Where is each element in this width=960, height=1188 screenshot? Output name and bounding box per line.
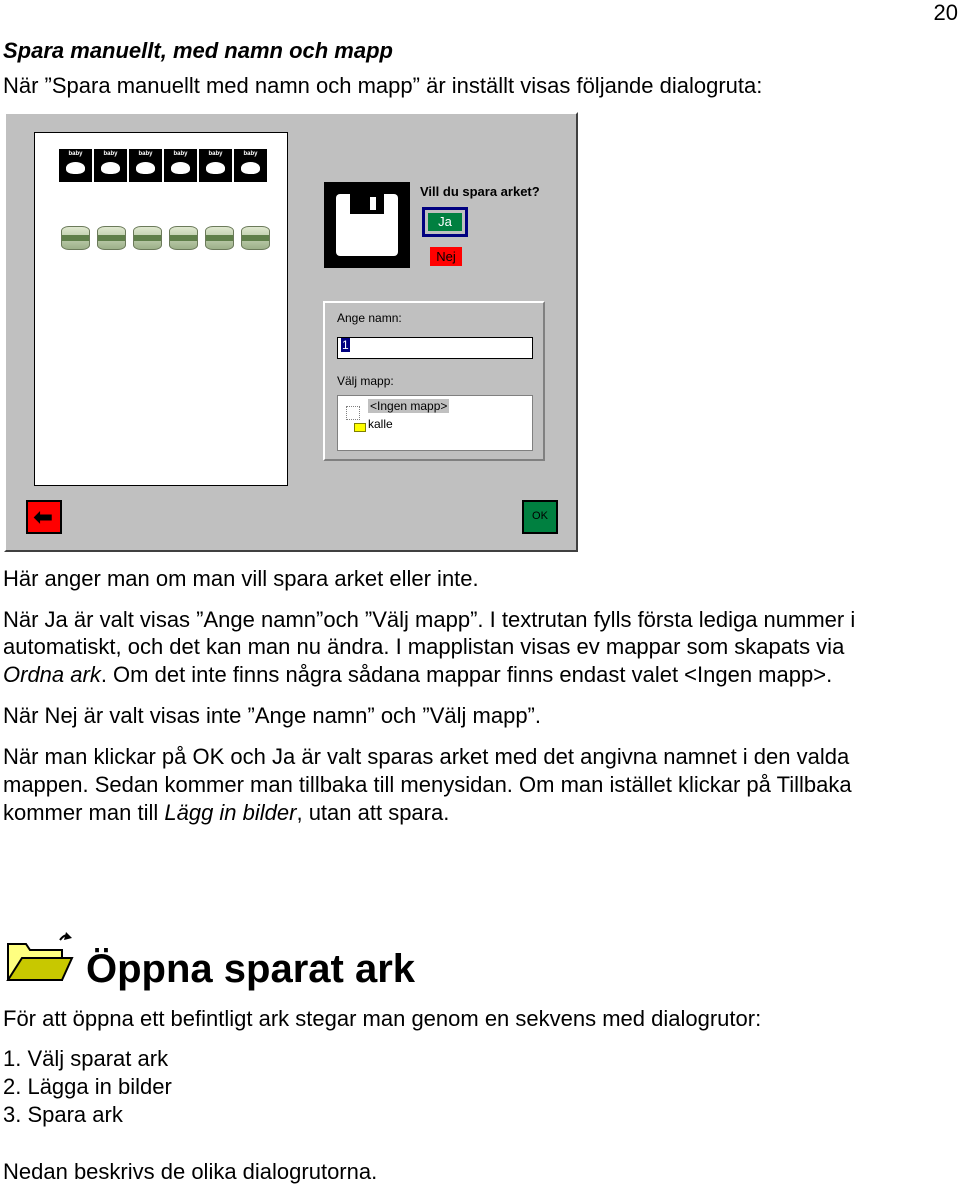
back-button[interactable] bbox=[26, 500, 62, 534]
arrow-left-icon: ⬅ bbox=[33, 504, 54, 531]
folder-item-none[interactable]: <Ingen mapp> bbox=[370, 399, 448, 413]
page-number: 20 bbox=[933, 0, 958, 25]
no-button[interactable]: Nej bbox=[430, 247, 462, 266]
folder-item-kalle[interactable]: kalle bbox=[368, 417, 393, 431]
paragraph: Här anger man om man vill spara arket eller inte. bbox=[3, 566, 479, 591]
can-thumbnail bbox=[95, 217, 128, 253]
section-title: Öppna sparat ark bbox=[86, 947, 416, 991]
tree-connector bbox=[346, 406, 360, 420]
save-dialog-screenshot bbox=[4, 112, 578, 552]
save-question: Vill du spara arket? bbox=[420, 184, 540, 199]
thumbnail: baby bbox=[129, 149, 162, 182]
list-item: 2. Lägga in bilder bbox=[3, 1074, 172, 1099]
intro-text: När ”Spara manuellt med namn och mapp” är inställt visas följande dialogruta: bbox=[3, 73, 763, 98]
can-thumbnail bbox=[239, 217, 272, 253]
paragraph: När Nej är valt visas inte ”Ange namn” och ”Välj mapp”. bbox=[3, 703, 541, 728]
ok-button[interactable]: OK bbox=[522, 500, 558, 534]
floppy-disk-icon bbox=[324, 182, 410, 268]
paragraph: När man klickar på OK och Ja är valt sparas arket med det angivna namnet i den valda bbox=[3, 744, 850, 769]
can-thumbnail bbox=[131, 217, 164, 253]
can-thumbnail bbox=[59, 217, 92, 253]
thumbnail: baby bbox=[59, 149, 92, 182]
thumbnail-row-bottom bbox=[59, 217, 272, 253]
yes-button[interactable]: Ja bbox=[422, 207, 468, 237]
thumbnail-row-top bbox=[59, 149, 267, 182]
open-folder-icon bbox=[6, 930, 74, 984]
thumbnail: baby bbox=[164, 149, 197, 182]
thumbnail: baby bbox=[94, 149, 127, 182]
paragraph: automatiskt, och det kan man nu ändra. I mapplistan visas ev mappar som skapats via bbox=[3, 634, 845, 659]
thumbnail: baby bbox=[234, 149, 267, 182]
paragraph: När Ja är valt visas ”Ange namn”och ”Välj mapp”. I textrutan fylls första lediga nummer i bbox=[3, 607, 856, 632]
paragraph: För att öppna ett befintligt ark stegar man genom en sekvens med dialogrutor: bbox=[3, 1006, 762, 1031]
sheet-preview bbox=[34, 132, 288, 486]
folder-icon bbox=[354, 423, 366, 432]
list-item: 3. Spara ark bbox=[3, 1102, 123, 1127]
paragraph: Nedan beskrivs de olika dialogrutorna. bbox=[3, 1159, 378, 1184]
folder-label: Välj mapp: bbox=[337, 374, 394, 388]
paragraph: Ordna ark. Om det inte finns några sådana mappar finns endast valet <Ingen mapp>. bbox=[3, 662, 833, 687]
paragraph: mappen. Sedan kommer man tillbaka till menysidan. Om man istället klickar på Tillbaka bbox=[3, 772, 852, 797]
paragraph: kommer man till Lägg in bilder, utan att spara. bbox=[3, 800, 450, 825]
name-input[interactable]: 1 bbox=[337, 337, 533, 359]
folder-list[interactable] bbox=[337, 395, 533, 451]
name-folder-panel bbox=[323, 301, 545, 461]
section-heading: Spara manuellt, med namn och mapp bbox=[3, 38, 393, 63]
thumbnail: baby bbox=[199, 149, 232, 182]
can-thumbnail bbox=[167, 217, 200, 253]
list-item: 1. Välj sparat ark bbox=[3, 1046, 169, 1071]
name-label: Ange namn: bbox=[337, 311, 402, 325]
can-thumbnail bbox=[203, 217, 236, 253]
